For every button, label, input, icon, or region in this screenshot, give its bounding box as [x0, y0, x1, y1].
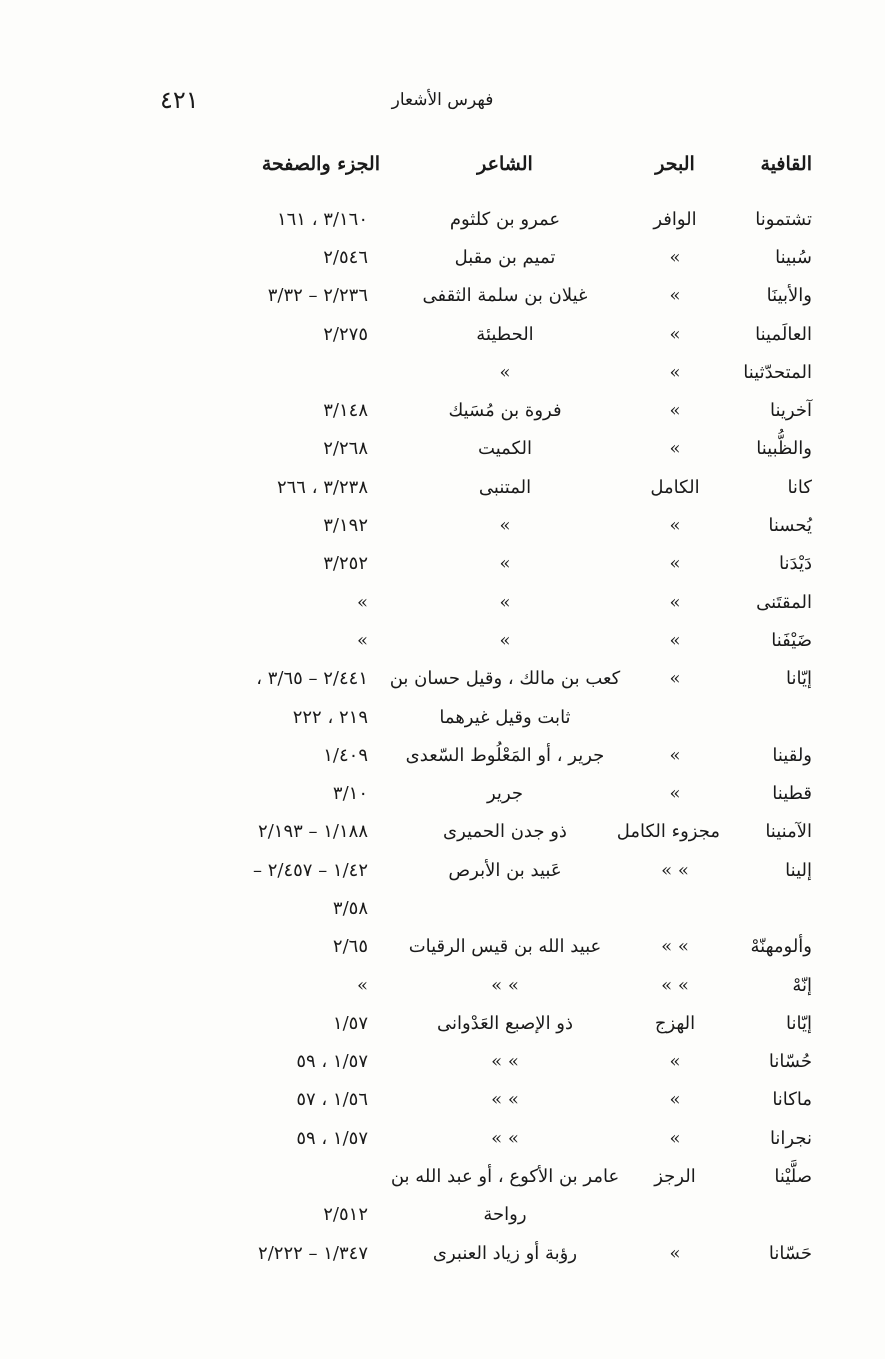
cell-qafiya: قطينا: [772, 783, 812, 805]
table-row: [122, 774, 812, 812]
cell-qafiya: ضَيْفَنا: [771, 629, 812, 651]
cell-ref: ٣/١٩٢: [323, 515, 368, 537]
cell-shaer: رؤبة أو زياد العنبرى: [432, 1242, 578, 1264]
cell-ref: ١/٣٤٧ – ٢/٢٢٢: [258, 1242, 368, 1264]
cell-shaer: »: [499, 515, 511, 537]
cell-qafiya: إلينا: [785, 859, 812, 881]
cell-shaer: » »: [491, 1127, 519, 1149]
table-row: [122, 966, 812, 1004]
cell-bahr: »: [669, 285, 681, 307]
table-header: [122, 146, 812, 182]
cell-shaer: رواحة: [483, 1204, 527, 1226]
page-number: ٤٢١: [160, 86, 199, 114]
cell-ref: ٢/٤٤١ – ٣/٦٥ ،: [256, 668, 368, 690]
running-title: فهرس الأشعار: [391, 90, 494, 110]
cell-bahr: » »: [661, 936, 689, 958]
cell-ref: ٢/٢٧٥: [323, 323, 368, 345]
header-ref: الجزء والصفحة: [261, 153, 380, 175]
cell-shaer: عبيد الله بن قيس الرقيات: [408, 936, 602, 958]
cell-ref: ٢/٥١٢: [323, 1204, 368, 1226]
cell-ref: ٢/٢٣٦ – ٣/٣٢: [267, 285, 368, 307]
cell-bahr: »: [669, 1127, 681, 1149]
cell-qafiya: سُبينا: [775, 246, 812, 268]
cell-qafiya: العالَمينا: [755, 323, 812, 345]
table-row: [122, 928, 812, 966]
table-row: [122, 736, 812, 774]
cell-ref: ٢/٦٥: [332, 936, 368, 958]
cell-bahr: الكامل: [650, 476, 700, 498]
table-row: [122, 698, 812, 736]
cell-bahr: »: [669, 361, 681, 383]
cell-qafiya: الآمنينا: [765, 821, 812, 843]
cell-qafiya: حَسّانا: [768, 1242, 812, 1264]
table-row: [122, 238, 812, 276]
cell-ref: ٣/٥٨: [332, 897, 368, 919]
table-row: [122, 1043, 812, 1081]
table-row: [122, 813, 812, 851]
cell-qafiya: حُسّانا: [768, 1051, 812, 1073]
cell-ref: ٣/٢٣٨ ، ٢٦٦: [276, 476, 368, 498]
cell-qafiya: تشتمونا: [755, 208, 812, 230]
cell-shaer: كعب بن مالك ، وقيل حسان بن: [389, 668, 621, 690]
cell-qafiya: وألومهنّهْ: [750, 936, 812, 958]
cell-bahr: »: [669, 246, 681, 268]
table-row: [122, 545, 812, 583]
cell-shaer: غيلان بن سلمة الثقفى: [422, 285, 588, 307]
cell-shaer: » »: [491, 1051, 519, 1073]
cell-bahr: »: [669, 323, 681, 345]
cell-ref: ١/٥٧: [332, 1012, 368, 1034]
cell-shaer: الحطيئة: [476, 323, 534, 345]
cell-bahr: »: [669, 1242, 681, 1264]
cell-bahr: » »: [661, 974, 689, 996]
header-shaer: الشاعر: [477, 153, 533, 175]
cell-shaer: فروة بن مُسَيك: [448, 400, 562, 422]
table-row: [122, 1157, 812, 1195]
cell-qafiya: صلَّيْنا: [774, 1166, 812, 1188]
table-row: [122, 277, 812, 315]
cell-shaer: »: [499, 629, 511, 651]
table-row: [122, 1004, 812, 1042]
cell-bahr: »: [669, 1089, 681, 1111]
cell-shaer: الكميت: [478, 438, 532, 460]
table-row: [122, 1196, 812, 1234]
cell-ref: ١/١٨٨ – ٢/١٩٣: [258, 821, 368, 843]
cell-qafiya: ماكانا: [772, 1089, 812, 1111]
cell-qafiya: دَيْدَنا: [779, 553, 812, 575]
cell-bahr: »: [669, 553, 681, 575]
cell-shaer: » »: [491, 974, 519, 996]
cell-shaer: تميم بن مقبل: [454, 246, 556, 268]
cell-ref: ١/٤٢ – ٢/٤٥٧ –: [252, 859, 368, 881]
cell-shaer: ثابت وقيل غيرهما: [439, 706, 571, 728]
cell-bahr: »: [669, 629, 681, 651]
cell-bahr: الرجز: [654, 1166, 696, 1188]
cell-ref: »: [356, 591, 368, 613]
table-row: [122, 1081, 812, 1119]
table-row: [122, 506, 812, 544]
cell-shaer: »: [499, 553, 511, 575]
cell-ref: ١/٤٠٩: [323, 744, 368, 766]
cell-shaer: ذو جدن الحميرى: [443, 821, 567, 843]
table-row: [122, 315, 812, 353]
cell-shaer: »: [499, 591, 511, 613]
header-qafiya: القافية: [760, 153, 812, 175]
table-row: [122, 851, 812, 889]
table-row: [122, 621, 812, 659]
cell-shaer: عَبيد بن الأبرص: [448, 859, 562, 881]
poetry-index-table: [122, 146, 812, 1272]
cell-bahr: » »: [661, 859, 689, 881]
cell-bahr: »: [669, 668, 681, 690]
table-row: [122, 583, 812, 621]
cell-qafiya: ولقينا: [772, 744, 812, 766]
header-bahr: البحر: [655, 153, 695, 175]
table-row: [122, 1234, 812, 1272]
cell-qafiya: كانا: [787, 476, 812, 498]
table-row: [122, 889, 812, 927]
cell-shaer: جرير: [487, 783, 523, 805]
table-row: [122, 200, 812, 238]
cell-qafiya: نجرانا: [769, 1127, 812, 1149]
cell-bahr: »: [669, 783, 681, 805]
cell-bahr: مجزوء الكامل: [616, 821, 720, 843]
cell-qafiya: إيّانا: [786, 1012, 812, 1034]
cell-bahr: »: [669, 515, 681, 537]
cell-qafiya: آخرينا: [770, 400, 812, 422]
cell-bahr: »: [669, 438, 681, 460]
cell-shaer: » »: [491, 1089, 519, 1111]
cell-bahr: الوافر: [653, 208, 697, 230]
cell-ref: ٢/٢٦٨: [323, 438, 368, 460]
cell-ref: ١/٥٦ ، ٥٧: [296, 1089, 368, 1111]
cell-qafiya: المتحدّثينا: [743, 361, 812, 383]
cell-bahr: »: [669, 591, 681, 613]
cell-shaer: عمرو بن كلثوم: [449, 208, 561, 230]
cell-qafiya: والظُّبينا: [756, 438, 812, 460]
table-row: [122, 1119, 812, 1157]
cell-shaer: المتنبى: [478, 476, 532, 498]
cell-bahr: الهزج: [654, 1012, 696, 1034]
cell-ref: ٣/١٤٨: [323, 400, 368, 422]
cell-ref: ١/٥٧ ، ٥٩: [296, 1051, 368, 1073]
cell-ref: ٢/٥٤٦: [323, 246, 368, 268]
cell-ref: ٣/١٦٠ ، ١٦١: [276, 208, 368, 230]
cell-ref: »: [356, 629, 368, 651]
cell-bahr: »: [669, 400, 681, 422]
cell-qafiya: إيّانا: [786, 668, 812, 690]
cell-bahr: »: [669, 744, 681, 766]
table-row: [122, 660, 812, 698]
table-row: [122, 353, 812, 391]
cell-shaer: »: [499, 361, 511, 383]
cell-qafiya: إنّهْ: [792, 974, 812, 996]
table-body: [122, 200, 812, 1272]
cell-qafiya: يُحسنا: [768, 515, 812, 537]
cell-shaer: ذو الإصبع العَدْوانى: [436, 1012, 574, 1034]
cell-ref: ١/٥٧ ، ٥٩: [296, 1127, 368, 1149]
cell-ref: ٢١٩ ، ٢٢٢: [292, 706, 368, 728]
cell-qafiya: المقتَنى: [756, 591, 812, 613]
table-row: [122, 430, 812, 468]
cell-ref: ٣/٢٥٢: [323, 553, 368, 575]
cell-ref: »: [356, 974, 368, 996]
cell-bahr: »: [669, 1051, 681, 1073]
cell-ref: ٣/١٠: [332, 783, 368, 805]
cell-shaer: عامر بن الأكوع ، أو عبد الله بن: [390, 1166, 620, 1188]
table-row: [122, 468, 812, 506]
table-row: [122, 391, 812, 429]
cell-qafiya: والأبينَا: [766, 285, 812, 307]
cell-shaer: جرير ، أو المَعْلُوط السّعدى: [405, 744, 605, 766]
